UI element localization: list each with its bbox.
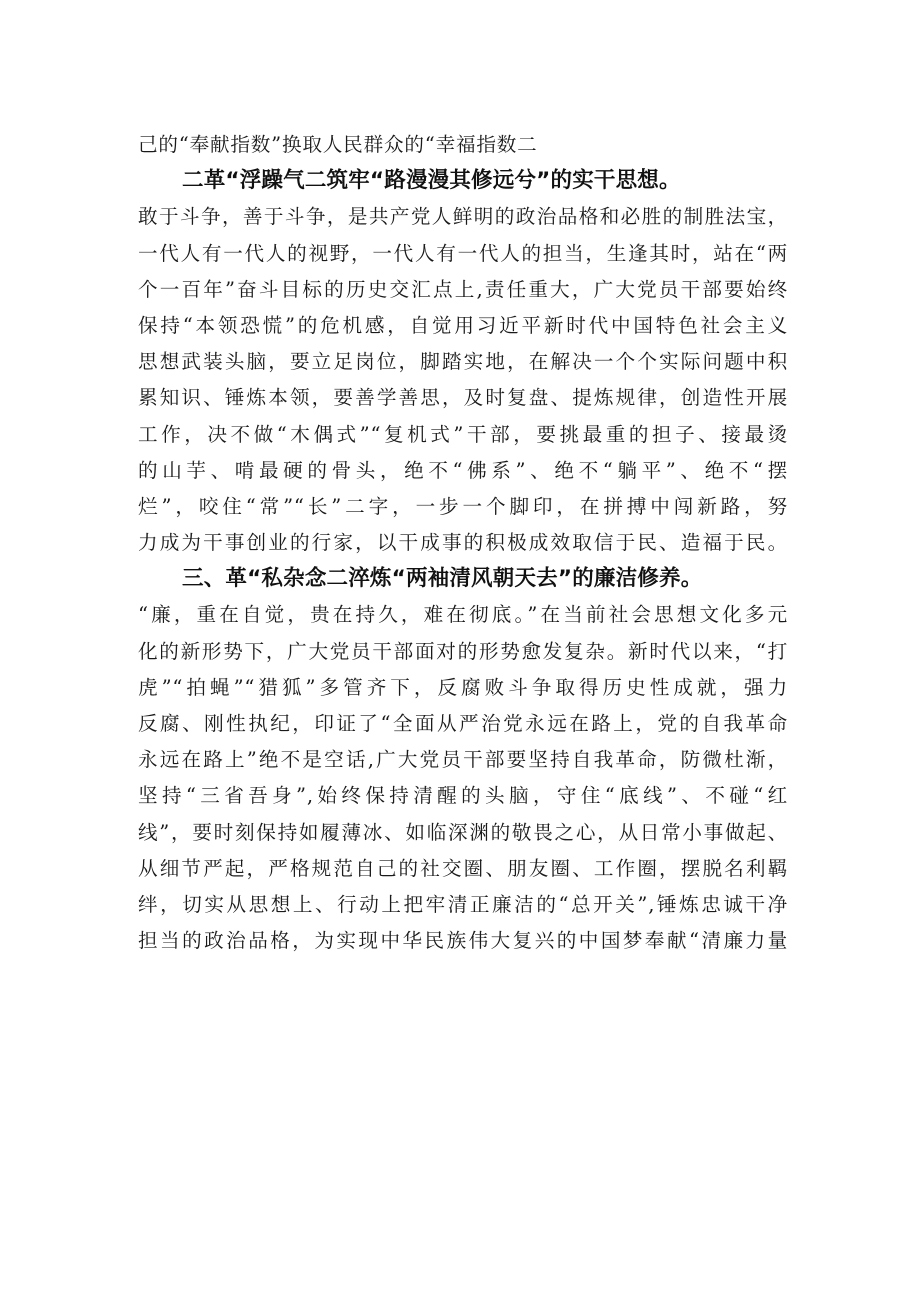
body-text xyxy=(138,127,788,959)
paragraph-line: 个一百年”奋斗目标的历史交汇点上,责任重大，广大党员干部要始终 xyxy=(138,277,788,301)
paragraph-line: 从细节严起，严格规范自己的社交圈、朋友圈、工作圈，摆脱名利羁 xyxy=(138,856,788,880)
paragraph-line: 保持“本领恐慌”的危机感，自觉用习近平新时代中国特色社会主义 xyxy=(138,313,788,337)
paragraph-line: 线”，要时刻保持如履薄冰、如临深渊的敬畏之心，从日常小事做起、 xyxy=(138,820,788,844)
paragraph-line: 烂”，咬住“常”“长”二字，一步一个脚印，在拼搏中闯新路，努 xyxy=(138,494,788,518)
section-2-heading: 二革“浮躁气二筑牢“路漫漫其修远兮”的实干思想。 xyxy=(182,168,681,194)
paragraph-line: 累知识、锤炼本领，要善学善思，及时复盘、提炼规律，创造性开展 xyxy=(138,386,788,410)
paragraph-line: 反腐、刚性执纪，印证了“全面从严治党永远在路上，党的自我革命 xyxy=(138,712,788,735)
paragraph-line: 担当的政治品格，为实现中华民族伟大复兴的中国梦奉献“清廉力量 xyxy=(138,929,788,953)
section-2-paragraph xyxy=(138,199,788,561)
paragraph-line: 绊，切实从思想上、行动上把牢清正廉洁的“总开关”,锤炼忠诚干净 xyxy=(138,892,788,916)
paragraph-line: 力成为干事创业的行家，以干成事的积极成效取信于民、造福于民。 xyxy=(138,531,788,555)
paragraph-line: 永远在路上”绝不是空话,广大党员干部要坚持自我革命，防微杜渐， xyxy=(138,748,788,772)
paragraph-line: 虎”“拍蝇”“猎狐”多管齐下，反腐败斗争取得历史性成就，强力 xyxy=(138,675,788,699)
intro-line: 己的“奉献指数”换取人民群众的“幸福指数二 xyxy=(138,133,538,156)
paragraph-line: 化的新形势下，广大党员干部面对的形势愈发复杂。新时代以来，“打 xyxy=(138,639,788,663)
section-3-heading: 三、革“私杂念二淬炼“两袖清风朝天去”的廉洁修养。 xyxy=(182,566,703,592)
paragraph-line: 一代人有一代人的视野，一代人有一代人的担当，生逢其时，站在“两 xyxy=(138,241,788,265)
paragraph-line: 思想武装头脑，要立足岗位，脚踏实地，在解决一个个实际问题中积 xyxy=(138,350,788,374)
paragraph-line: 敢于斗争，善于斗争，是共产党人鲜明的政治品格和必胜的制胜法宝， xyxy=(138,205,788,229)
section-3-paragraph xyxy=(138,597,788,959)
paragraph-line: “廉，重在自觉，贵在持久，难在彻底。”在当前社会思想文化多元 xyxy=(138,603,788,627)
paragraph-line: 坚持“三省吾身”,始终保持清醒的头脑，守住“底线”、不碰“红 xyxy=(138,784,788,808)
paragraph-line: 的山芋、啃最硬的骨头，绝不“佛系”、绝不“躺平”、绝不“摆 xyxy=(138,458,788,482)
paragraph-line: 工作，决不做“木偶式”“复机式”干部，要挑最重的担子、接最烫 xyxy=(138,422,788,446)
